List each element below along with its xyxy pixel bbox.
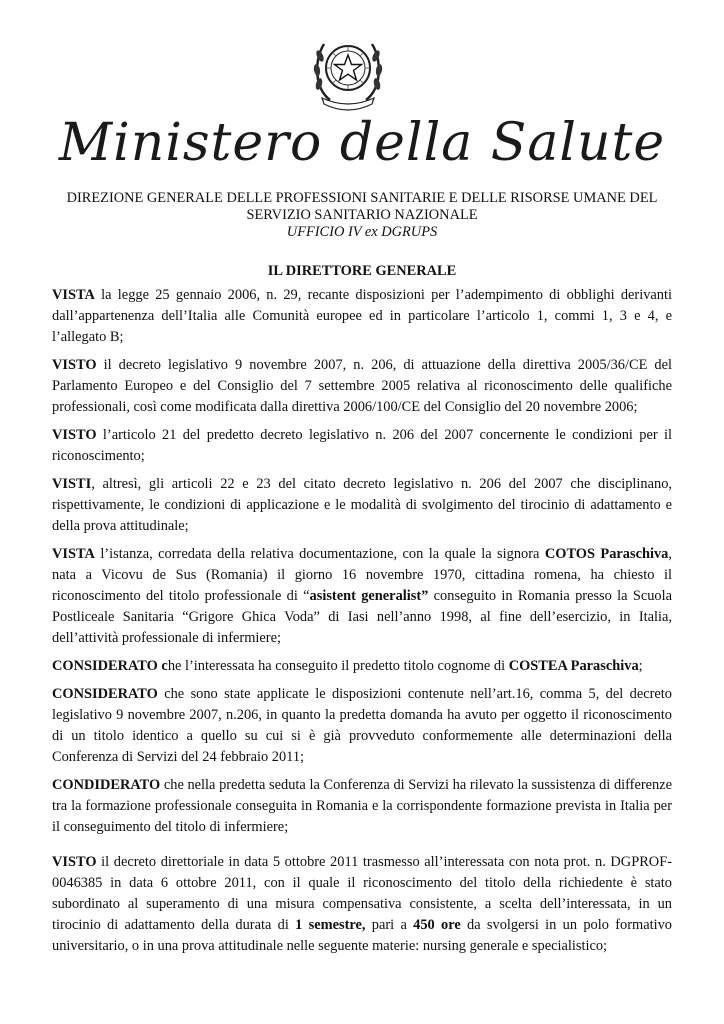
duration: 1 semestre, [295, 917, 366, 933]
applicant-name: COTOS Paraschiva [544, 546, 669, 562]
hours: 450 ore [413, 917, 461, 933]
ministry-name: Ministero della Salute [58, 113, 666, 173]
direzione-line-2: SERVIZIO SANITARIO NAZIONALE [246, 207, 478, 223]
paragraph-lead: VISTO [52, 357, 97, 373]
letterhead-header [40, 190, 684, 241]
paragraph-text: ; [638, 658, 643, 674]
paragraph-considerato-disposizioni [52, 684, 672, 768]
italian-republic-emblem-icon [308, 30, 388, 114]
paragraph-lead: CONSIDERATO [52, 686, 158, 702]
paragraph-text: l’articolo 21 del predetto decreto legislativo n. 206 del 2007 concernente le condizioni per il riconoscimento; [52, 427, 672, 464]
office-line: UFFICIO IV ex DGRUPS [286, 224, 438, 240]
paragraph-lead: VISTO [52, 854, 97, 870]
paragraph-lead: CONSIDERATO c [52, 658, 168, 674]
paragraph-lead: VISTA [52, 287, 95, 303]
paragraph-text: il decreto legislativo 9 novembre 2007, n. 206, di attuazione della direttiva 2005/36/CE del Parlamento Europeo e del Consiglio del 7 settembre 2005 relativa al riconoscimento delle qualifiche professionali, così come modificata dalla direttiva 2006/100/CE del Consiglio del 20 novembre 2006; [52, 357, 672, 415]
paragraph-condiderato-differenze [52, 775, 672, 838]
paragraph-lead: CONDIDERATO [52, 777, 161, 793]
paragraph-text: da svolgersi in un polo formativo universitario, o in una prova attitudinale nelle seguente materie: nursing generale e specialistico; [52, 917, 672, 954]
paragraph-visto-decreto [52, 355, 672, 418]
document-body [52, 285, 672, 964]
paragraph-text: conseguito in Romania presso la Scuola Postliceale Sanitaria “Grigore Ghica Voda” di Iasi nell’anno 1998, al fine dell’esercizio, in Italia, dell’attività professionale di infermiere; [52, 588, 673, 646]
paragraph-visto-decreto-direttoriale [52, 852, 672, 957]
applicant-surname: COSTEA Paraschiva [508, 658, 639, 674]
paragraph-text: la legge 25 gennaio 2006, n. 29, recante disposizioni per l’adempimento di obblighi derivanti dall’appartenenza dell’Italia alle Comunità europee ed in particolare l’articolo 1, commi 1, 3 e 4, e l’allegato B; [52, 287, 672, 345]
paragraph-text: l’istanza, corredata della relativa documentazione, con la quale la signora [94, 546, 545, 562]
paragraph-visto-articolo [52, 425, 672, 467]
paragraph-text: che nella predetta seduta la Conferenza di Servizi ha rilevato la sussistenza di differenze tra la formazione professionale conseguita in Romania e la corrispondente formazione prevista in Italia per il conseguimento del titolo di infermiere; [52, 777, 672, 835]
paragraph-considerato-cognome [52, 656, 672, 677]
paragraph-visti-articoli [52, 474, 672, 537]
document-title: IL DIRETTORE GENERALE [267, 263, 457, 279]
paragraph-lead: VISTO [52, 427, 97, 443]
paragraph-lead: VISTA [52, 546, 95, 562]
qualification-title: asistent generalist” [309, 588, 429, 604]
paragraph-text: pari a [365, 917, 414, 933]
paragraph-lead: VISTI [52, 476, 92, 492]
paragraph-text: , altresì, gli articoli 22 e 23 del citato decreto legislativo n. 206 del 2007 che disciplinano, rispettivamente, le condizioni di applicazione e le modalità di svolgimento del tirocinio di adattamento e della prova attitudinale; [52, 476, 672, 534]
paragraph-text: he l’interessata ha conseguito il predetto titolo cognome di [167, 658, 509, 674]
paragraph-vista-istanza [52, 544, 672, 649]
paragraph-vista-legge [52, 285, 672, 348]
paragraph-text: il decreto direttoriale in data 5 ottobre 2011 trasmesso all’interessata con nota prot. n. DGPROF-0046385 in data 6 ottobre 2011, con il quale il riconoscimento del titolo della richiedente è stato subordinato al superamento di una misura compensativa consistente, a scelta dell’interessata, in un tirocinio di adattamento della durata di [52, 854, 672, 933]
direzione-line-1: DIREZIONE GENERALE DELLE PROFESSIONI SANITARIE E DELLE RISORSE UMANE DEL [66, 190, 658, 206]
paragraph-text: che sono state applicate le disposizioni contenute nell’art.16, comma 5, del decreto legislativo 9 novembre 2007, n.206, in quanto la predetta domanda ha avuto per oggetto il riconoscimento di un titolo identico a quello su cui si è già provveduto conformemente alle determinazioni della Conferenza di Servizi del 24 febbraio 2011; [52, 686, 672, 765]
paragraph-text: , nata a Vicovu de Sus (Romania) il giorno 16 novembre 1970, cittadina romena, ha chiesto il riconoscimento del titolo professionale di “ [52, 546, 672, 604]
